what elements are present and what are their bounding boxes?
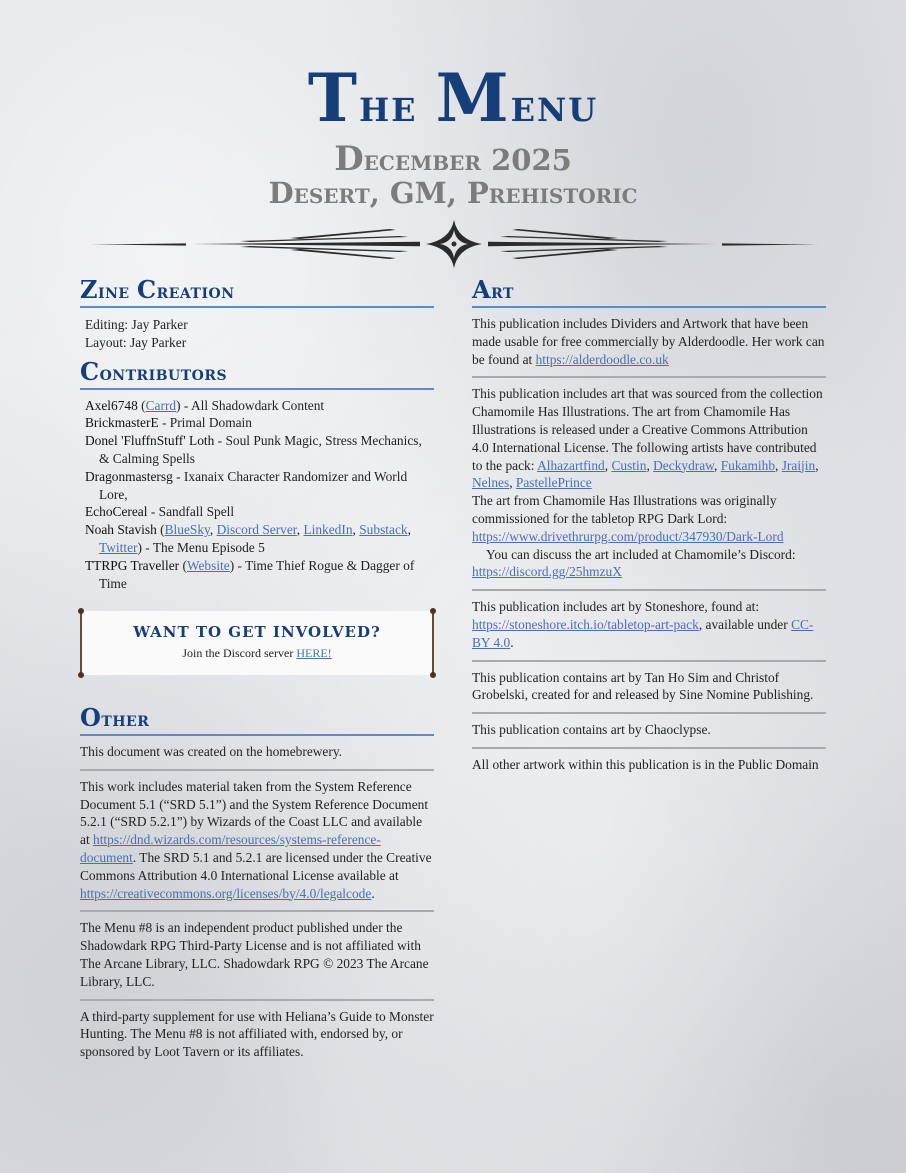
layout-credit	[85, 334, 434, 352]
discord-link[interactable]: HERE!	[296, 646, 332, 660]
other-paragraph: This document was created on the homebrewery.	[80, 744, 343, 759]
contributors-list	[85, 397, 434, 593]
credit-value: Jay Parker	[128, 317, 188, 332]
contributor-desc: ) - Time Thief Rogue & Dagger of Time	[99, 557, 415, 591]
contributor-link[interactable]: LinkedIn	[303, 522, 353, 538]
issue-themes: Desert, GM, Prehistoric	[268, 176, 638, 210]
artist-link[interactable]: Deckydraw	[653, 457, 714, 473]
heading-part: ontributors	[99, 360, 228, 385]
contributor-item	[85, 503, 434, 521]
contributor-desc: ) - The Menu Episode 5	[137, 539, 265, 555]
contributor-item	[85, 432, 434, 468]
contributor-paren: (	[137, 397, 146, 413]
zine-credits	[85, 316, 434, 352]
contributor-desc: - Ixanaix Character Randomizer and World Lore,	[99, 468, 408, 502]
section-divider	[472, 589, 826, 591]
art-paragraph: This publication contains art by Chaoclypse.	[472, 722, 711, 738]
artist-link[interactable]: Nelnes	[472, 475, 510, 491]
artist-link[interactable]: Jraijin	[781, 457, 816, 473]
callout-text	[82, 645, 432, 661]
contributors-heading	[80, 358, 434, 390]
art-text: .	[510, 634, 514, 650]
art-text: The art from Chamomile Has Illustrations was originally commissioned for the tabletop RPG Dark Lord:	[472, 493, 777, 526]
artist-link[interactable]: Fukamihb	[720, 457, 776, 473]
drivethru-link[interactable]: https://www.drivethrurpg.com/product/347930/Dark-Lord	[472, 528, 784, 544]
heading-letter: O	[80, 703, 102, 732]
chamomile-discord-link[interactable]: https://discord.gg/25hmzuX	[472, 564, 622, 580]
contributor-item: TTRPG Traveller (Website) - Time Thief Rogue & Dagger of Time	[85, 557, 415, 591]
subtitle-part: ecember 2025	[363, 143, 572, 177]
heading-part: rt	[491, 279, 514, 303]
section-divider	[472, 747, 826, 749]
srd-text: This work includes material taken from the System Reference Document 5.1 (“SRD 5.1”) and the System Reference Document 5.2.1 (“SRD 5.2.1”) by Wizards of the Coast LLC and available at	[80, 778, 429, 848]
alderdoodle-link[interactable]: https://alderdoodle.co.uk	[535, 351, 669, 367]
cc-by-link[interactable]: CC-BY 4.0	[472, 616, 814, 650]
art-paragraph	[472, 492, 826, 545]
art-text: This publication includes art that was sourced from the collection Chamomile Has Illustrations. The art from Chamomile Has Illustrations is released under a Creative Commons Attribution 4.0 International License. The following artists have contributed to the pack:	[472, 386, 823, 473]
corner-ornament	[430, 672, 436, 678]
other-heading	[80, 704, 434, 736]
corner-ornament	[430, 608, 436, 614]
license-link[interactable]: https://creativecommons.org/licenses/by/4.0/legalcode	[80, 885, 372, 901]
editing-credit	[85, 316, 434, 334]
art-text: This publication includes Dividers and Artwork that have been made usable for free commercially by Alderdoodle. Her work can be found at	[472, 316, 825, 367]
right-column	[472, 276, 826, 774]
contributor-name: Dragonmastersg	[85, 468, 173, 484]
contributor-link[interactable]: Substack	[359, 522, 408, 538]
page-title	[0, 59, 906, 141]
contributor-desc: - Soul Punk Magic, Stress Mechanics, & Calming Spells	[99, 433, 422, 466]
title-letter: T	[307, 59, 359, 137]
section-divider	[80, 910, 434, 912]
art-text: , available under	[698, 616, 792, 632]
contributor-item	[85, 397, 434, 415]
credit-value: Jay Parker	[126, 334, 187, 350]
heading-letter: Z	[80, 275, 99, 304]
heliana-paragraph: A third-party supplement for use with Heliana’s Guide to Monster Hunting. The Menu #8 is not affiliated with, endorsed by, or sponsored by Loot Tavern or its affiliates.	[80, 1008, 434, 1060]
art-text: This publication includes art by Stoneshore, found at:	[472, 599, 760, 615]
contributor-name: TTRPG Traveller	[85, 557, 180, 573]
title-part: enu	[510, 78, 599, 132]
credit-label: Layout:	[85, 334, 127, 350]
art-heading	[472, 276, 826, 308]
srd-paragraph	[80, 778, 434, 903]
callout-title: WANT TO GET INVOLVED?	[133, 623, 381, 641]
art-paragraph	[472, 598, 826, 651]
heading-letter: A	[472, 275, 492, 304]
contributor-name: BrickmasterE	[85, 415, 159, 431]
credit-label: Editing:	[85, 317, 129, 332]
contributor-item	[85, 468, 434, 504]
contributor-desc: - Primal Domain	[158, 415, 252, 431]
title-part: he	[358, 78, 436, 132]
section-divider	[80, 999, 434, 1001]
section-divider	[472, 660, 826, 662]
contributor-name: Donel 'FluffnStuff' Loth	[85, 433, 215, 449]
corner-ornament	[78, 672, 84, 678]
section-divider	[80, 769, 434, 771]
contributor-name: Axel6748	[85, 397, 138, 413]
srd-text: .	[371, 885, 375, 901]
art-paragraph	[472, 315, 826, 368]
contributor-link[interactable]: Carrd	[145, 397, 177, 413]
corner-ornament	[78, 608, 84, 614]
art-paragraph	[472, 546, 826, 582]
contributor-link[interactable]: Twitter	[99, 539, 138, 555]
ornamental-divider	[90, 220, 818, 270]
heading-part: reation	[156, 279, 235, 303]
artist-link[interactable]: PastellePrince	[515, 475, 592, 491]
left-column	[80, 276, 434, 592]
srd-text: . The SRD 5.1 and 5.2.1 are licensed under the Creative Commons Attribution 4.0 International License available at	[80, 849, 432, 883]
stoneshore-link[interactable]: https://stoneshore.itch.io/tabletop-art-pack	[472, 616, 699, 632]
heading-part: ine	[98, 279, 138, 303]
other-section	[80, 704, 434, 1061]
section-divider	[472, 376, 826, 378]
art-paragraph: All other artwork within this publication is in the Public Domain	[472, 756, 819, 772]
contributor-link[interactable]: Website	[186, 557, 230, 573]
heading-letter: C	[137, 275, 157, 304]
artist-link[interactable]: Custin	[611, 457, 647, 473]
contributor-item: Noah Stavish (BlueSky, Discord Server, LinkedIn, Substack, Twitter) - The Menu Episode 5	[85, 522, 411, 555]
art-paragraph: This publication includes art that was sourced from the collection Chamomile Has Illustrations. The art from Chamomile Has Illustrations is released under a Creative Commons Attribution 4.0 International License. The following artists have contributed to the pack: Alhazartfind, Custin, Deckydraw, Fukamihb, Jraijin, Nelnes, PastellePrince	[472, 386, 823, 491]
artist-link[interactable]: Alhazartfind	[537, 457, 605, 473]
issue-date	[0, 139, 906, 179]
section-divider	[472, 712, 826, 714]
contributor-desc: - Sandfall Spell	[147, 504, 235, 520]
shadowdark-paragraph: The Menu #8 is an independent product published under the Shadowdark RPG Third-Party License and is not affiliated with The Arcane Library, LLC. Shadowdark RPG © 2023 The Arcane Library, LLC.	[80, 920, 429, 989]
zine-creation-heading	[80, 276, 434, 308]
contributor-link[interactable]: Discord Server	[216, 522, 297, 538]
callout-text-body: Join the Discord server	[182, 646, 297, 660]
contributor-link[interactable]: BlueSky	[164, 522, 210, 538]
subtitle-letter: D	[334, 139, 364, 179]
contributor-item	[85, 414, 434, 432]
contributor-desc: ) - All Shadowdark Content	[176, 397, 325, 413]
contributor-name: EchoCereal	[85, 504, 148, 520]
srd-link[interactable]: https://dnd.wizards.com/resources/systems-reference-document	[80, 832, 381, 865]
art-paragraph: This publication contains art by Tan Ho Sim and Christof Grobelski, created for and released by Sine Nomine Publishing.	[472, 669, 814, 703]
title-letter: M	[435, 59, 511, 137]
art-text: You can discuss the art included at Chamomile’s Discord:	[486, 546, 796, 562]
heading-letter: C	[80, 356, 100, 386]
contributor-name: Noah Stavish	[85, 522, 157, 538]
heading-part: ther	[101, 707, 150, 731]
get-involved-callout	[80, 611, 434, 675]
